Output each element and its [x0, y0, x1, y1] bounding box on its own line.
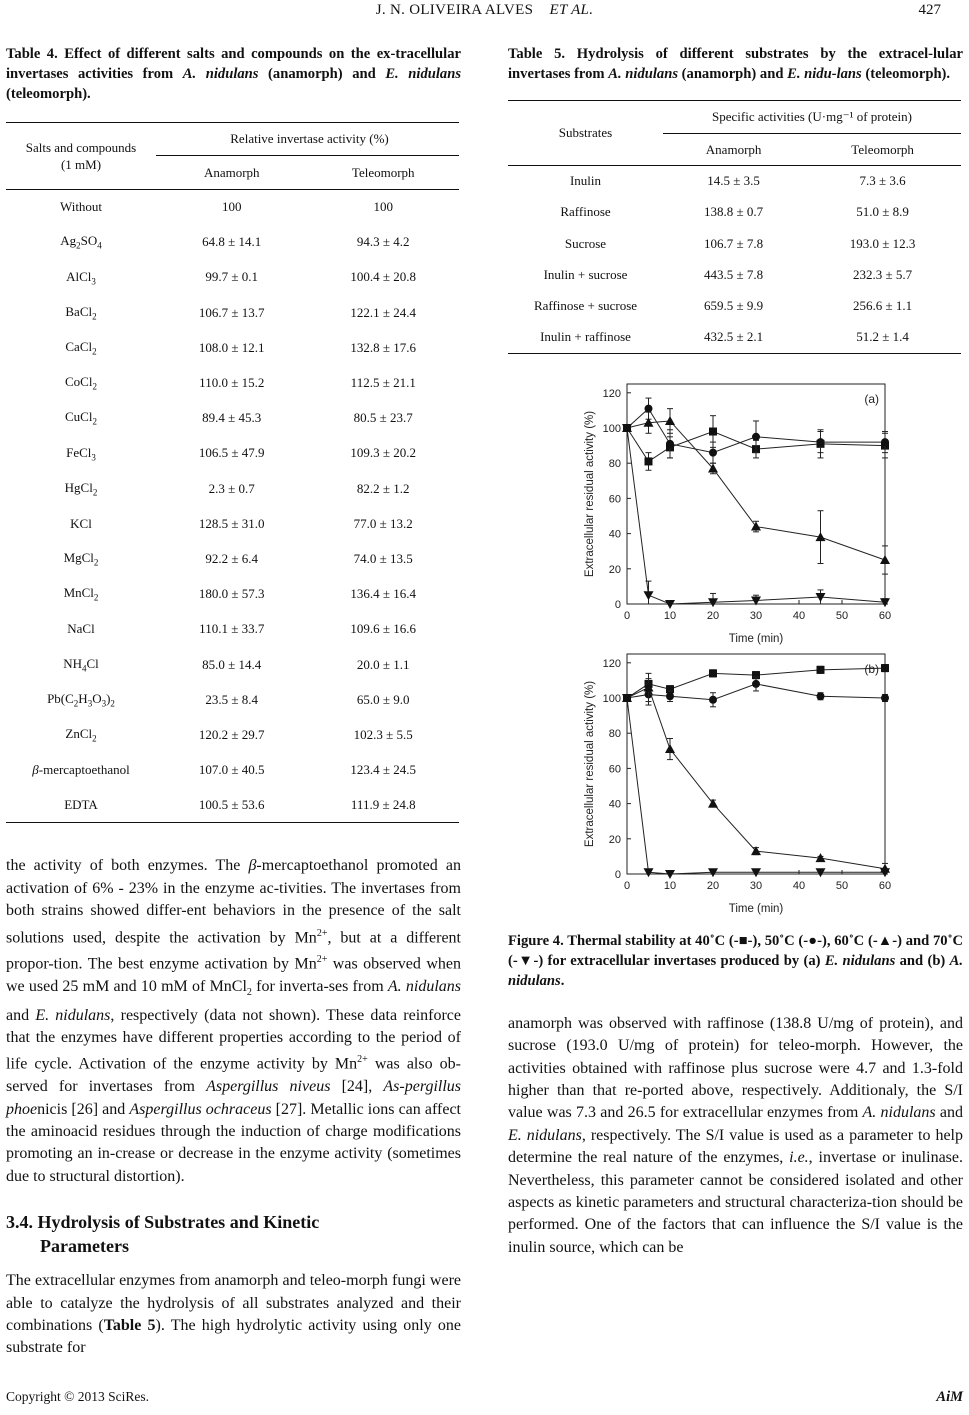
y-tick-label: 120 [602, 657, 621, 670]
x-tick-label: 50 [835, 609, 849, 622]
table5-row [508, 166, 961, 197]
table4-cell-anamorph: 85.0 ± 14.4 [202, 656, 262, 672]
table4-cell-name: MgCl$_2$ [63, 550, 99, 568]
table4-cell-name: Without [59, 199, 103, 215]
data-point-triangle-down [644, 591, 654, 600]
table4-row [6, 541, 459, 576]
table4-cell-teleomorph: 102.3 ± 5.5 [353, 726, 413, 742]
table4-caption-suffix: (teleomorph). [6, 86, 91, 102]
data-point-circle [752, 680, 760, 688]
data-point-circle [817, 438, 825, 446]
y-tick-label: 120 [602, 387, 621, 400]
plot-frame [627, 384, 885, 604]
section-heading [6, 1210, 461, 1258]
x-tick-label: 60 [878, 609, 892, 622]
data-point-triangle-down [880, 598, 890, 607]
data-point-circle [881, 438, 889, 446]
right-paragraph-1: anamorph was observed with raffinose (138.8 U/mg of protein), and sucrose (193.0 U/mg of protein) for teleo-morph. However, the activities obtained with raffinose plus sucrose were 4.7 and 1.3-fold higher than that re-ported above, respectively. Additionaly, the S/I value was 7.3 and 26.5 for extracellular enzymes from A. nidulans and E. nidulans, respectively. The S/I value is used as a parameter to help determine the real nature of the enzymes, i.e., invertase or inulinase. Nevertheless, this parameter cannot be considered isolated and other aspects as kinetic parameters and structural characteriza-tion should be performed. One of the factors that can influence the S/I value is the inulin source, which can be [508, 1014, 964, 1256]
table4-row [6, 612, 459, 647]
table4-cell-name: ZnCl$_2$ [65, 726, 97, 744]
figure4-caption: Figure 4. Thermal stability at 40˚C (-■-), 50˚C (-●-), 60˚C (-▲-) and 70˚C (-▼-) for extracellular invertases produced by (a) E. nidulans and (b) A. nidulans. [508, 932, 964, 989]
table4-col-teleomorph: Teleomorph [351, 164, 415, 180]
data-point-triangle-up [665, 744, 675, 753]
table5-caption-prefix: Table 5. Hydrolysis of different substrates by the extracel-lular invertases from [508, 46, 963, 82]
x-tick-label: 10 [663, 879, 677, 892]
table4-cell-name: BaCl$_2$ [65, 303, 97, 322]
table5-cell-name: Inulin + sucrose [543, 267, 628, 283]
x-tick-label: 60 [878, 879, 892, 892]
table4-cell-name: $Ag_2SO_4$ [60, 233, 102, 252]
table4-cell-name: AlCl$_3$ [66, 268, 96, 287]
left-paragraph-2: The extracellular enzymes from anamorph and teleo-morph fungi were able to catalyze the hydrolysis of all substrates analyzed and their combinations (Table 5). The high hydrolytic activity using only one substrate for [6, 1272, 461, 1357]
page-number: 427 [918, 2, 941, 18]
figure4 [508, 374, 963, 919]
table5-cell-anamorph: 106.7 ± 7.8 [704, 235, 764, 251]
x-tick-label: 30 [749, 609, 763, 622]
table5-col-substrates: Substrates [508, 101, 663, 166]
table4-col-salts [6, 123, 156, 190]
left-paragraph-1: the activity of both enzymes. The β-mercaptoethanol promoted an activation of 6% - 23% in the enzyme ac-tivities. The invertases from both strains showed differ-ent behaviors in the presence of the salt solutions used, despite the activation by $Mn^{2+}$, but at a different propor-tion. The best enzyme activation by $Mn^{2+}$ was observed when we used 25 mM and 10 mM of MnCl$_2$ for inverta-ses from A. nidulans and E. nidulans, respectively (data not shown). These data reinforce that the enzymes have different properties according to the period of life cycle. Activation of the enzyme activity by $Mn^{2+}$ was also ob-served for invertases from Aspergillus niveus [24], As-pergillus phoenicis [26] and Aspergillus ochraceus [27]. Metallic ions can affect the aminoacid residues through the induction of charge modifications promoting an in-crease or decrease in the enzyme activity (sometimes due to structural distortion). [6, 857, 462, 1185]
y-tick-label: 0 [614, 868, 621, 881]
x-tick-label: 0 [623, 879, 631, 892]
y-tick-label: 100 [602, 422, 621, 435]
table4-cell-name: $NH_4Cl$ [63, 655, 99, 674]
table5-caption [508, 44, 963, 84]
figure4-panel-a [570, 374, 930, 646]
x-tick-label: 20 [706, 879, 720, 892]
table5-cell-teleomorph: 193.0 ± 12.3 [849, 235, 916, 251]
y-tick-label: 100 [602, 692, 621, 705]
table5-cell-anamorph: 443.5 ± 7.8 [704, 267, 764, 283]
table4-caption-mid: (anamorph) and [258, 66, 386, 82]
data-point-square [817, 666, 825, 674]
table4-cell-teleomorph: 109.6 ± 16.6 [350, 621, 417, 637]
header-authors: J. N. OLIVEIRA ALVES [375, 2, 534, 18]
data-point-triangle-up [751, 521, 761, 530]
y-axis-label: Extracellular residual activity (%) [584, 410, 596, 577]
x-tick-label: 20 [706, 609, 720, 622]
table4-col-salts-line1: Salts and compounds [25, 140, 137, 155]
table4-cell-teleomorph: 65.0 ± 9.0 [356, 691, 410, 707]
data-point-square [709, 427, 717, 435]
section-heading-line2: Parameters [40, 1236, 129, 1257]
y-tick-label: 80 [608, 727, 621, 740]
y-tick-label: 40 [608, 798, 621, 811]
x-tick-label: 30 [749, 879, 763, 892]
table5-cell-anamorph: 432.5 ± 2.1 [704, 329, 764, 345]
x-tick-label: 40 [792, 609, 806, 622]
table4-row [6, 190, 459, 225]
table4-row [6, 506, 459, 541]
table4-row [6, 717, 459, 752]
y-tick-label: 20 [608, 833, 621, 846]
table5-col-anamorph: Anamorph [705, 141, 762, 157]
running-header [0, 2, 969, 19]
table4-cell-teleomorph: 82.2 ± 1.2 [356, 480, 410, 496]
data-point-square [881, 664, 889, 672]
table5-caption-suffix: (teleomorph). [861, 66, 951, 82]
x-tick-label: 40 [792, 879, 806, 892]
table4-row [6, 682, 459, 717]
panel-label: (a) [864, 391, 879, 406]
table4-row [6, 260, 459, 295]
table4 [6, 122, 459, 823]
table5-row [508, 291, 961, 322]
data-point-circle [645, 404, 653, 412]
table5-cell-teleomorph: 232.3 ± 5.7 [853, 267, 913, 283]
table4-row [6, 436, 459, 471]
figure4-panel-b [570, 644, 930, 916]
table4-caption [6, 44, 461, 104]
table4-cell-name: β-mercaptoethanol [32, 762, 130, 778]
footer-journal: AiM [936, 1389, 963, 1405]
table4-cell-teleomorph: 122.1 ± 24.4 [350, 304, 417, 320]
table4-cell-name: CoCl$_2$ [65, 374, 97, 392]
table5-row [508, 197, 961, 228]
table4-cell-anamorph: 108.0 ± 12.1 [198, 339, 265, 355]
table4-cell-anamorph: 128.5 ± 31.0 [198, 515, 265, 531]
data-point-square [645, 457, 653, 465]
x-tick-label: 10 [663, 609, 677, 622]
table4-cell-teleomorph: 80.5 ± 23.7 [353, 410, 413, 426]
table4-row [6, 647, 459, 682]
table4-row [6, 365, 459, 400]
table4-cell-anamorph: 106.5 ± 47.9 [198, 445, 265, 461]
table5-col-teleomorph: Teleomorph [851, 141, 914, 157]
x-tick-label: 0 [623, 609, 631, 622]
table4-cell-anamorph: 100.5 ± 53.6 [198, 797, 265, 813]
table5-group-header: Specific activities (U·mg⁻¹ of protein) [663, 101, 961, 134]
table4-row [6, 330, 459, 365]
table4-cell-anamorph: 110.1 ± 33.7 [199, 621, 265, 637]
right-column [508, 44, 963, 1259]
table5-row [508, 259, 961, 290]
table4-cell-name: FeCl$_3$ [66, 444, 96, 463]
data-point-circle [709, 696, 717, 704]
y-tick-label: 40 [608, 528, 621, 541]
y-tick-label: 60 [608, 763, 621, 776]
table4-cell-name: CuCl$_2$ [65, 409, 97, 428]
data-point-circle [817, 692, 825, 700]
panel-label: (b) [864, 661, 879, 676]
table4-cell-name: HgCl$_2$ [64, 479, 98, 498]
table4-col-salts-line2: (1 mM) [60, 157, 102, 172]
data-point-square [709, 669, 717, 677]
table4-cell-name: EDTA [64, 797, 98, 813]
table4-row [6, 471, 459, 506]
table5-row [508, 228, 961, 259]
table4-cell-anamorph: 23.5 ± 8.4 [205, 691, 259, 707]
table5-cell-teleomorph: 51.2 ± 1.4 [856, 329, 909, 345]
table4-cell-anamorph: 110.0 ± 15.2 [199, 375, 265, 391]
table5-cell-name: Sucrose [564, 235, 607, 251]
table4-row [6, 295, 459, 330]
table4-cell-anamorph: 100 [222, 199, 242, 215]
table5-cell-name: Inulin + raffinose [540, 329, 631, 345]
table4-row [6, 788, 459, 823]
table4-caption-species2: E. nidulans [385, 66, 461, 82]
table5-cell-name: Inulin [569, 173, 602, 189]
table4-cell-teleomorph: 112.5 ± 21.1 [350, 375, 416, 391]
table4-cell-name: $Pb(C_2H_3O_3)_2$ [47, 690, 115, 709]
series-line-triangle-up [627, 687, 885, 868]
x-axis-label: Time (min) [728, 632, 784, 645]
table5-caption-species1: A. nidulans [608, 66, 679, 82]
table4-caption-prefix: Table 4. Effect of different salts and compounds on the ex-tracellular invertases activities from [6, 46, 461, 82]
table4-body [6, 190, 459, 823]
data-point-circle [666, 692, 674, 700]
y-tick-label: 20 [608, 563, 621, 576]
table4-row [6, 401, 459, 436]
data-point-circle [666, 440, 674, 448]
y-axis-label: Extracellular residual activity (%) [584, 680, 596, 847]
data-point-circle [752, 433, 760, 441]
table5-body [508, 166, 961, 354]
table4-cell-anamorph: 107.0 ± 40.5 [198, 762, 265, 778]
table5-cell-teleomorph: 7.3 ± 3.6 [859, 173, 906, 189]
table4-cell-teleomorph: 74.0 ± 13.5 [353, 550, 413, 566]
table4-cell-teleomorph: 132.8 ± 17.6 [350, 339, 417, 355]
table5-cell-name: Raffinose [560, 204, 611, 220]
y-tick-label: 60 [608, 493, 621, 506]
header-etal: ET AL. [549, 2, 594, 18]
table4-cell-anamorph: 2.3 ± 0.7 [208, 480, 255, 496]
table5-cell-name: Raffinose + sucrose [533, 298, 638, 314]
table4-cell-anamorph: 99.7 ± 0.1 [205, 269, 259, 285]
x-axis-label: Time (min) [728, 902, 784, 915]
table5-cell-anamorph: 138.8 ± 0.7 [704, 204, 764, 220]
data-point-triangle-up [665, 416, 675, 425]
table4-cell-anamorph: 64.8 ± 14.1 [202, 234, 262, 250]
y-tick-label: 0 [614, 598, 621, 611]
table5 [508, 100, 961, 354]
table4-group-header: Relative invertase activity (%) [156, 123, 459, 156]
footer-copyright: Copyright © 2013 SciRes. [6, 1389, 150, 1404]
table4-cell-name: CaCl$_2$ [65, 339, 97, 357]
y-tick-label: 80 [608, 457, 621, 470]
left-column [6, 44, 461, 1360]
data-point-triangle-up [880, 555, 890, 564]
table5-cell-anamorph: 14.5 ± 3.5 [707, 173, 760, 189]
table4-cell-name: NaCl [67, 621, 95, 637]
table5-cell-anamorph: 659.5 ± 9.9 [704, 298, 764, 314]
table4-cell-anamorph: 106.7 ± 13.7 [198, 304, 265, 320]
table4-cell-anamorph: 180.0 ± 57.3 [198, 586, 265, 602]
table4-cell-anamorph: 89.4 ± 45.3 [202, 410, 262, 426]
table4-row [6, 753, 459, 788]
table4-row [6, 225, 459, 260]
table4-cell-teleomorph: 77.0 ± 13.2 [353, 515, 413, 531]
table5-row [508, 322, 961, 353]
table5-cell-teleomorph: 256.6 ± 1.1 [853, 298, 913, 314]
table4-caption-species1: A. nidulans [182, 66, 259, 82]
table4-row [6, 577, 459, 612]
table4-cell-teleomorph: 100.4 ± 20.8 [350, 269, 417, 285]
data-point-circle [709, 448, 717, 456]
x-tick-label: 50 [835, 879, 849, 892]
table4-cell-teleomorph: 123.4 ± 24.5 [350, 762, 417, 778]
table4-col-anamorph: Anamorph [203, 164, 260, 180]
table4-cell-teleomorph: 100 [373, 199, 393, 215]
table4-cell-teleomorph: 94.3 ± 4.2 [356, 234, 410, 250]
table4-cell-anamorph: 92.2 ± 6.4 [205, 550, 259, 566]
data-point-circle [881, 694, 889, 702]
table5-caption-mid: (anamorph) and [678, 66, 788, 82]
table4-cell-teleomorph: 20.0 ± 1.1 [356, 656, 410, 672]
table4-cell-teleomorph: 109.3 ± 20.2 [350, 445, 417, 461]
table5-caption-species2: E. nidu-lans [787, 66, 862, 82]
table4-cell-name: MnCl$_2$ [63, 585, 99, 603]
table5-cell-teleomorph: 51.0 ± 8.9 [856, 204, 909, 220]
table4-cell-name: KCl [70, 515, 92, 531]
table4-cell-anamorph: 120.2 ± 29.7 [198, 726, 265, 742]
section-heading-line1: 3.4. Hydrolysis of Substrates and Kinetic [6, 1212, 320, 1233]
table4-cell-teleomorph: 136.4 ± 16.4 [350, 586, 417, 602]
table4-cell-teleomorph: 111.9 ± 24.8 [350, 797, 416, 813]
